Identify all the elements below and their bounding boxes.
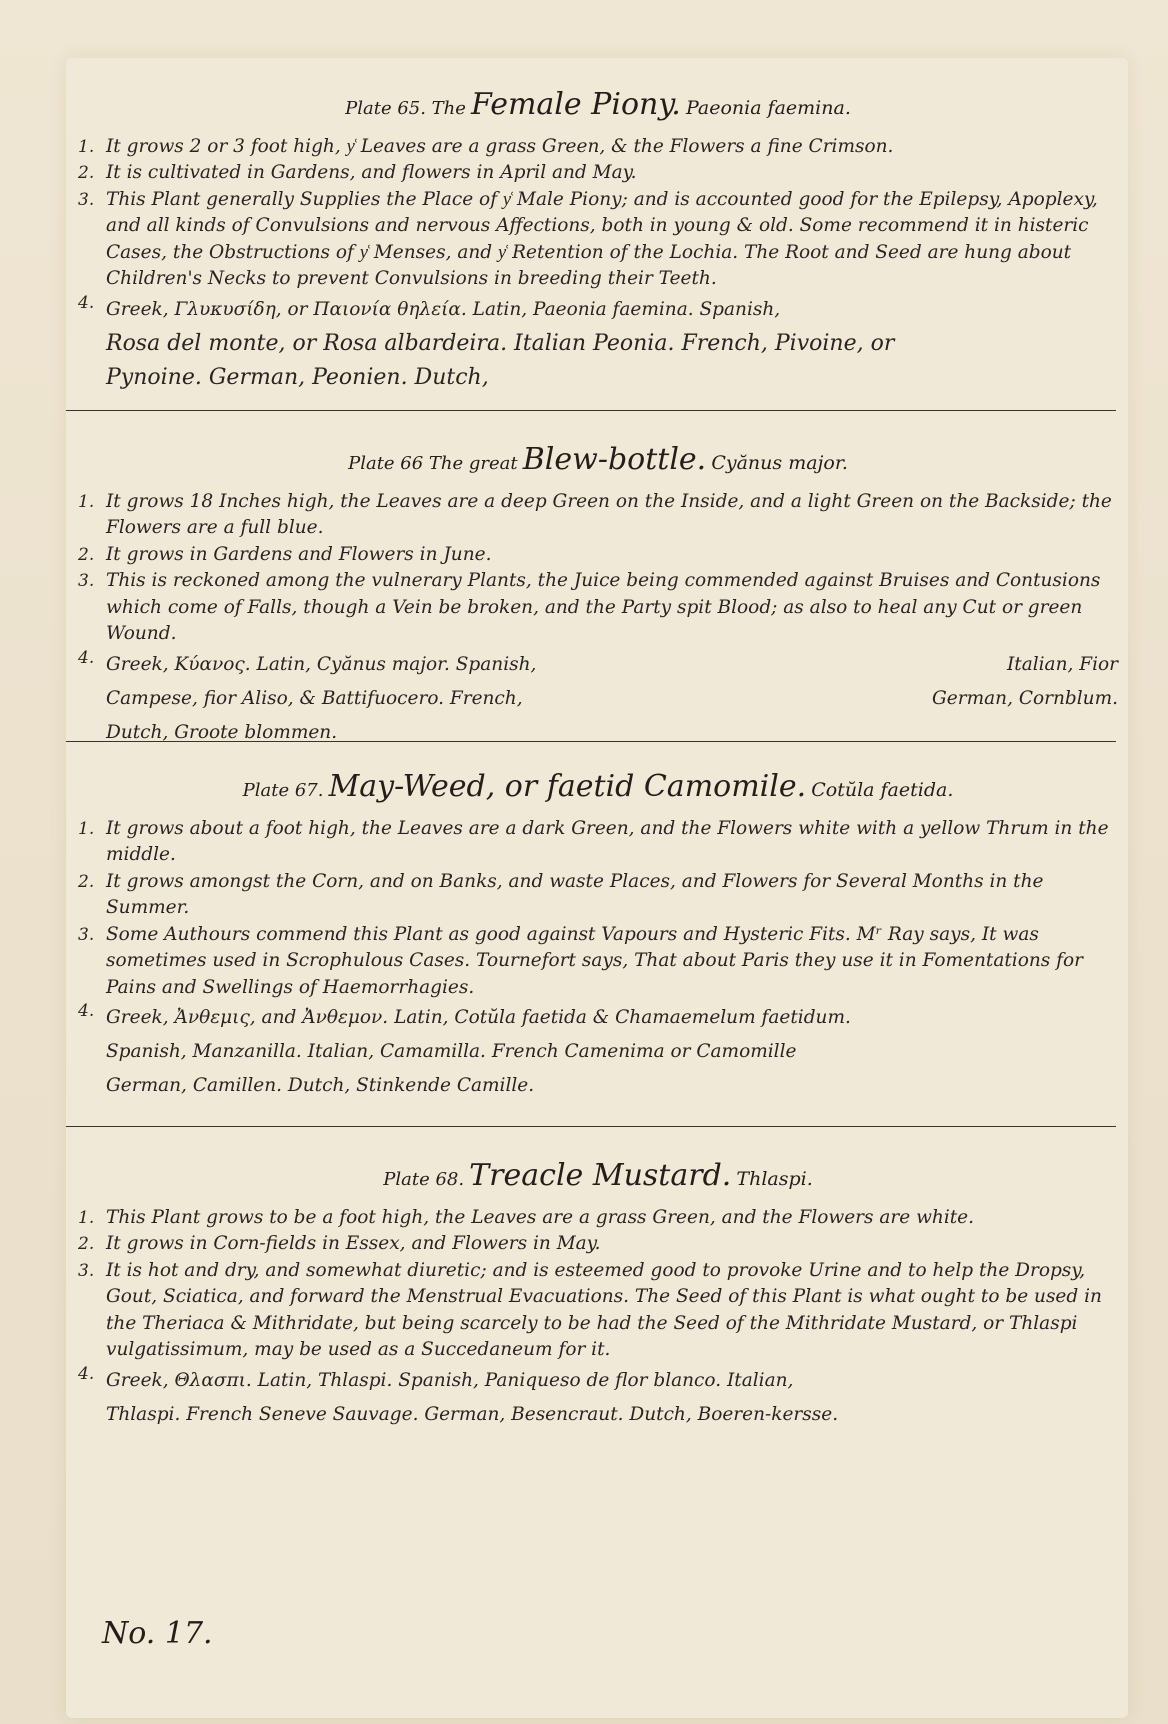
plate-66-latin: Cyănus major. xyxy=(711,452,848,474)
plate-67-item-3: 3. Some Authours commend this Plant as good against Vapours and Hysteric Fits. Mʳ Ray says, It was sometimes used in Scrophulous Cases. Tournefort says, That about Paris they use it in Fomentations for Pains and Swellings of Haemorrhagies. xyxy=(78,923,1083,998)
plate-65-names-row-2: Rosa del monte, or Rosa albardeira. Italian Peonia. French, Pivoine, or xyxy=(106,330,895,356)
plate-65-items xyxy=(78,134,1118,395)
plate-66-names-right-1: Italian, Fior xyxy=(1006,653,1118,675)
plate-68-number: Plate 68. xyxy=(383,1169,465,1190)
plate-65-heading xyxy=(78,78,1118,124)
plate-68-heading xyxy=(78,1127,1118,1195)
plate-65-latin: Paeonia faemina. xyxy=(685,97,851,119)
plate-68-item-1: 1. This Plant grows to be a foot high, the Leaves are a grass Green, and the Flowers are white. xyxy=(78,1206,975,1228)
plate-67-latin: Cotŭla faetida. xyxy=(811,779,954,801)
plate-66-names-right-2: German, Cornblum. xyxy=(932,687,1118,709)
plate-67-heading xyxy=(78,742,1118,806)
plate-67-names-row-3: German, Camillen. Dutch, Stinkende Camille. xyxy=(106,1075,535,1096)
plate-68-names-row-1: Greek, Θλασπι. Latin, Thlaspi. Spanish, Paniqueso de flor blanco. Italian, xyxy=(106,1369,794,1391)
plate-65-names: 4. Greek, Γλυκυσίδη, or Παιονία θηλεία. Latin, Paeonia faemina. Spanish, Rosa del monte, or Rosa albardeira. Italian Peonia. French, Pivoine, or Pynoine. German, Peonien. Dutch, xyxy=(78,293,1118,395)
plate-66-names-row-1: Greek, Κύανος. Latin, Cyănus major. Spanish, Italian, Fior xyxy=(106,648,1118,682)
plate-68-section xyxy=(78,1127,1118,1487)
plate-67-names-row-1: Greek, Ἀνθεμις, and Ἀνθεμον. Latin, Cotŭla faetida & Chamaemelum faetidum. xyxy=(106,1007,851,1028)
plate-text-content xyxy=(78,78,1118,1487)
plate-68-names: 4. Greek, Θλασπι. Latin, Thlaspi. Spanish, Paniqueso de flor blanco. Italian, Thlaspi. French Seneve Sauvage. German, Besencraut. Dutch, Boeren-kersse. xyxy=(78,1364,1118,1432)
plate-67-items xyxy=(78,816,1118,1104)
plate-67-item-1: 1. It grows about a foot high, the Leaves are a dark Green, and the Flowers white with a yellow Thrum in the middle. xyxy=(78,817,1109,865)
plate-67-section xyxy=(78,742,1118,1126)
plate-66-item-3: 3. This is reckoned among the vulnerary Plants, the Juice being commended against Bruises and Contusions which come of Falls, though a Vein be broken, and the Party spit Blood; as also to heal any Cut or green Wound. xyxy=(78,570,1101,644)
plate-67-number: Plate 67. xyxy=(242,780,324,801)
plate-66-item-2: 2. It grows in Gardens and Flowers in June. xyxy=(78,543,492,565)
plate-65-names-row-3: Pynoine. German, Peonien. Dutch, xyxy=(106,364,489,390)
plate-67-names-row-2: Spanish, Manzanilla. Italian, Camamilla. French Camenima or Camomille xyxy=(106,1041,797,1062)
plate-68-item-2: 2. It grows in Corn-fields in Essex, and Flowers in May. xyxy=(78,1233,601,1254)
plate-66-item-1: 1. It grows 18 Inches high, the Leaves are a deep Green on the Inside, and a light Green on the Backside; the Flowers are a full blue. xyxy=(78,490,1112,538)
plate-68-names-row-2: Thlaspi. French Seneve Sauvage. German, Besencraut. Dutch, Boeren-kersse. xyxy=(106,1403,839,1425)
plate-group-number: No. 17. xyxy=(102,1616,213,1651)
plate-66-names-row-2: Campese, fior Aliso, & Battifuocero. French, German, Cornblum. xyxy=(106,682,1118,716)
plate-65-name: Female Piony. xyxy=(471,87,681,122)
plate-65-section xyxy=(78,78,1118,410)
plate-66-section xyxy=(78,411,1118,741)
plate-68-items xyxy=(78,1205,1118,1432)
plate-66-heading xyxy=(78,411,1118,479)
plate-65-item-3: 3. This Plant generally Supplies the Place of y͑ Male Piony; and is accounted good for the Epilepsy, Apoplexy, and all kinds of Convulsions and nervous Affections, both in young & old. Some recommend it in histeric Cases, the Obstructions of y͑ Menses, and y͑ Retention of the Lochia. The Root and Seed are hung about Children's Necks to prevent Convulsions in breeding their Teeth. xyxy=(78,188,1098,289)
plate-65-names-row-1: Greek, Γλυκυσίδη, or Παιονία θηλεία. Latin, Paeonia faemina. Spanish, xyxy=(106,298,781,320)
plate-66-name: Blew-bottle. xyxy=(522,442,707,477)
plate-66-items xyxy=(78,489,1118,750)
plate-65-item-1: 1. It grows 2 or 3 foot high, y͑ Leaves are a grass Green, & the Flowers a fine Crimson. xyxy=(78,135,894,157)
plate-66-number: Plate 66 The great xyxy=(348,453,518,474)
plate-67-names: 4. Greek, Ἀνθεμις, and Ἀνθεμον. Latin, Cotŭla faetida & Chamaemelum faetidum. Spanish, Manzanilla. Italian, Camamilla. French Camenima or Camomille German, Camillen. Dutch, Stinkende Camille. xyxy=(78,1001,1118,1103)
plate-67-item-2: 2. It grows amongst the Corn, and on Banks, and waste Places, and Flowers for Several Months in the Summer. xyxy=(78,870,1044,918)
plate-65-number: Plate 65. The xyxy=(345,98,466,119)
plate-68-item-3: 3. It is hot and dry, and somewhat diuretic; and is esteemed good to provoke Urine and to help the Dropsy, Gout, Sciatica, and forward the Menstrual Evacuations. The Seed of this Plant is what ought to be used in the Theriaca & Mithridate, but being scarcely to be had the Seed of the Mithridate Mustard, or Thlaspi vulgatissimum, may be used as a Succedaneum for it. xyxy=(78,1259,1102,1360)
plate-68-latin: Thlaspi. xyxy=(736,1168,813,1190)
plate-67-name: May-Weed, or faetid Camomile. xyxy=(328,769,807,804)
plate-66-names-row-3: Dutch, Groote blommen. xyxy=(106,721,338,743)
plate-65-item-2: 2. It is cultivated in Gardens, and flowers in April and May. xyxy=(78,162,637,183)
plate-68-name: Treacle Mustard. xyxy=(469,1158,732,1193)
plate-66-names: 4. Greek, Κύανος. Latin, Cyănus major. Spanish, Italian, Fior Campese, fior Aliso, & Battifuocero. French, German, Cornblum. Dutch, Groote blommen. xyxy=(78,648,1118,750)
